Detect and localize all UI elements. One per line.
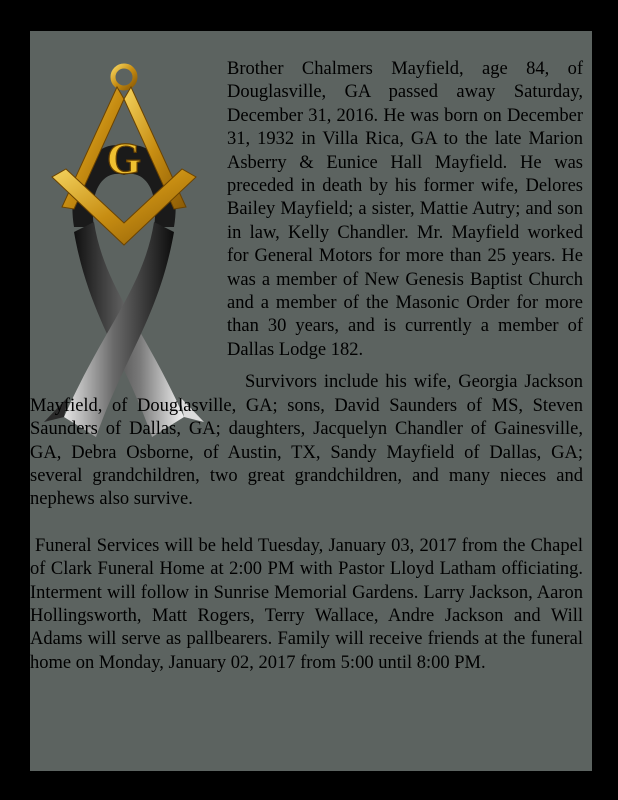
obituary-text xyxy=(30,58,593,675)
obituary-paragraph-services: Funeral Services will be held Tuesday, January 03, 2017 from the Chapel of Clark Funeral Home at 2:00 PM with Pastor Lloyd Latham officiating. Interment will follow in Sunrise Memorial Gardens. Larry Jackson, Aaron Hollingsworth, Matt Rogers, Terry Wallace, Andre Jackson and Will Adams will serve as pallbearers. Family will receive friends at the funeral home on Monday, January 02, 2017 from 5:00 until 8:00 PM. xyxy=(30,535,583,673)
obituary-paragraph-survivors: Survivors include his wife, Georgia Jackson Mayfield, of Douglasville, GA; sons, David Saunders of MS, Steven Saunders of Dallas, GA; daughters, Jacquelyn Chandler of Gainesville, GA, Debra Osborne, of Austin, TX, Sandy Mayfield of Dallas, GA; several grandchildren, two great grandchildren, and many nieces and nephews also survive. xyxy=(30,372,583,510)
obituary-panel xyxy=(30,31,592,771)
emblem-letter-g: G xyxy=(106,134,142,183)
obituary-paragraph-intro: Brother Chalmers Mayfield, age 84, of Douglasville, GA passed away Saturday, December 31, 2016. He was born on December 31, 1932 in Villa Rica, GA to the late Marion Asberry & Eunice Hall Mayfield. He was preceded in death by his former wife, Delores Bailey Mayfield; a sister, Mattie Autry; and son in law, Kelly Chandler. Mr. Mayfield worked for General Motors for more than 25 years. He was a member of New Genesis Baptist Church and a member of the Masonic Order for more than 30 years, and is currently a member of Dallas Lodge 182. xyxy=(227,59,583,360)
